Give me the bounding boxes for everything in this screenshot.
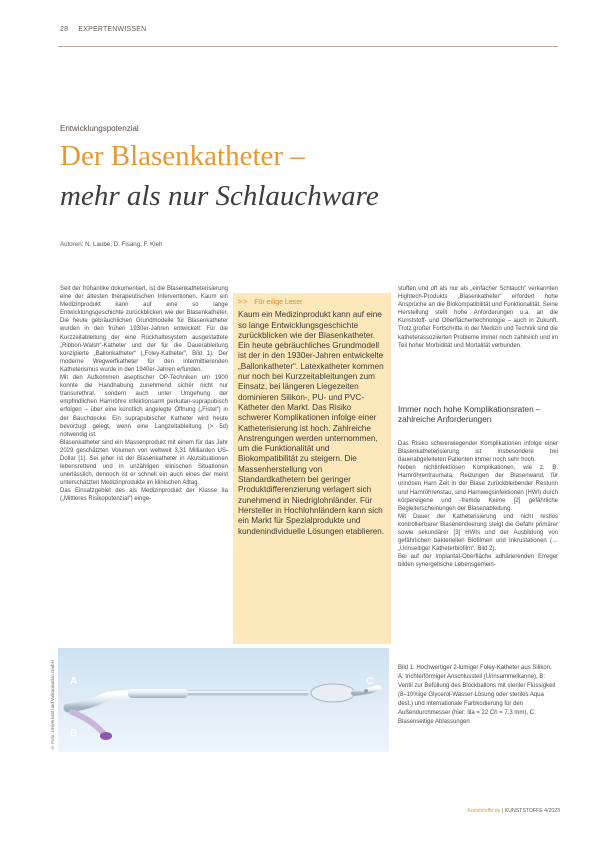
article-title: Der Blasenkatheter – [60, 140, 305, 172]
article-authors: Autoren: N. Laube, D. Fisang, F. Kleh [60, 241, 163, 248]
body-column-3-lead [398, 285, 558, 350]
section-name: EXPERTENWISSEN [78, 26, 147, 33]
summary-box-heading [238, 298, 386, 308]
footer-issue: | KUNSTSTOFFE 4/2023 [501, 808, 560, 814]
page-footer [440, 808, 560, 814]
page-number: 28 [60, 26, 69, 33]
body-paragraph: Das Risiko schwerwiegender Komplikationen infolge einer Blasenkatheterisierung ist insbesondere bei dauerabgeleiteten Patienten immer noch sehr hoch. [398, 441, 558, 464]
foley-catheter-illustration [58, 648, 389, 752]
figure-label-b: B [70, 728, 78, 739]
body-paragraph: Bei auf der Implantat-Oberfläche adhärierenden Erreger bilden synergetische Lebensgemein- [398, 554, 558, 569]
body-paragraph: Blasenkatheter sind ein Massenprodukt mit einem für das Jahr 2029 geschätzten Volumen von weltweit 3,31 Milliarden US-Dollar [1]. Sei jeher ist der Blasenkatheter in Akutsituationen lebensrettend und in unzähligen klinischen Situationen unerlässlich, dennoch ist er schnell ein auch eines der meist unterschätzten Medizinprodukte im klinischen Alltag. [60, 439, 228, 487]
double-arrow-icon: >> [238, 299, 249, 306]
header-divider [58, 46, 558, 47]
footer-brand: Kunststoffe.de [467, 808, 501, 814]
section-heading: Immer noch hohe Komplikationsraten – zahlreiche Anforderungen [398, 405, 541, 424]
catheter-photo [58, 648, 389, 752]
body-column-3 [398, 440, 558, 570]
summary-box-label: Für eilige Leser [254, 299, 303, 306]
photo-credit: © Foto: Univeristät und Vulkanisation GmbH [50, 660, 55, 750]
body-paragraph: Mit den Aufkommen aseptischer OP-Techniken um 1900 konnte die Handhabung zunehmend sicher nicht nur transurethral, sondern auch unter Umgehung der empfindlichen Harnröhre infektionsarm perkutan-suprapubisch erfolgen – über eine künstlich angelegte Öffnung („Fistel“) in der Bauchdecke. Ein suprapubischer Katheter wird heute bevorzugt gelegt, wenn eine Langzeitableitung (> 5d) notwendig ist. [60, 375, 228, 438]
page-header [60, 26, 146, 33]
body-paragraph: Neben nichtinfektiösen Komplikationen, wie z. B. Harnröhrentraumata, Reizungen der Blasenwand, für urinösen Harn Zeit in der Blase zurückbleibender Resturin und Harnröhrenstau, sind Harnwegsinfektionen (HWI) durch körpereigene und -fremde Keime [2] gefährliche Begleiterscheinungen der Blasenableitung. [398, 465, 558, 512]
body-paragraph: Seit der frühantike dokumentiert, ist die Blasenkatheterisierung eine der ältesten therapeutischen Interventionen. Kaum ein Medizinprodukt kann auf eine so lange Entwicklungsgeschichte zurückblicken wie der Blasenkatheter. Die heute gebräuchlichen Grundmodelle für Blasenkatheter wurden in den frühen 1930er-Jahren entwickelt: Für die Kurzzeitableitung der eine Rückhaltesystem ausgestattete „Ribbon-Walsh“-Katheter und der für die Dauerableitung konzipierte „Ballonkatheter“ („Foley-Katheter“, Bild 1). Der moderne Wegwerfkatheter für den intermittierenden Katheterismus wurde in den 1940er-Jahren erfunden. [60, 286, 228, 373]
article-kicker: Entwicklungspotenzial [60, 124, 139, 133]
figure-label-a: A [70, 676, 78, 687]
figure-caption: Bild 1: Hochwertiger 2-lumiger Foley-Katheter aus Silikon. A: trichterförmiger Anschlussteil (Urinsammelkanne), B: Ventil zur Befüllung des Blockballons mit steriler Flüssigkeit (8–10%ige Glycerol-Wasser-Lösung oder steriles Aqua dest.) und internationale Farbkodierung für den Außendurchmesser (hier: lila = 22 Ch = 7,3 mm), C: Blasenseitige Ablassungen [398, 665, 556, 725]
body-paragraph: stuften und oft als nur als „einfacher Schlauch“ verkannten Hightech-Produkts „Blasenkatheter“ erfordert hohe Ansprüche an die Biokompatibilität und Funktionalität. Seine Herstellung stellt hohe Anforderungen u.a. an die Kunststoff- und Oberflächentechnologie – auch in Zukunft. Trotz großer Fortschritte in der Medizin und Technik sind die katheterassoziierten Probleme immer noch zahlreich und im Teil hoher Morbidität und Mortalität verbunden. [398, 286, 558, 349]
figure-label-c: C [366, 676, 374, 687]
body-column-1 [60, 285, 228, 504]
body-paragraph: Das Einsatzgebiet des als Medizinprodukt der Klasse IIa („Mittleres Risikopotenzial“) einge- [60, 488, 228, 503]
body-paragraph: Mit Dauer der Katheterisierung und nicht restlos kontrollierbarer Blasenentleerung steigt die Gefahr primärer sowie sekundärer [3] HWIs und der Ausbildung von gefährlichen bakteriellen Biofilmen und Inkrustationen (→ „Urinseitiger Katheterbiofilm“, Bild 2). [398, 513, 558, 553]
summary-box-content [238, 298, 386, 537]
summary-box-text: Kaum ein Medizinprodukt kann auf eine so lange Entwicklungsgeschichte zurückblicken wie der Blasenkatheter. Ein heute gebräuchliches Grundmodell ist der in den 1930er-Jahren entwickelte „Ballonkatheter“. Latexkatheter kommen nur noch bei Kurzzeitableitungen zum Einsatz, bei längeren Liegezeiten dominieren Silikon-, PU- und PVC-Katheter den Markt. Das Risiko schwerer Komplikationen infolge einer Katheterisierung ist hoch. Zahlreiche Anstrengungen werden unternommen, um die Funktionalität und Biokompatibilität zu steigern. Die Massenherstellung von Standardkathetern bei geringer Produktdifferenzierung verlagert sich zunehmend in Niedriglohnländer. Für Hersteller in Hochlohnländern kann sich ein Markt für Spezialprodukte und kundenindividuelle Lösungen etablieren. [238, 310, 385, 536]
article-subtitle: mehr als nur Schlauchware [60, 180, 379, 212]
